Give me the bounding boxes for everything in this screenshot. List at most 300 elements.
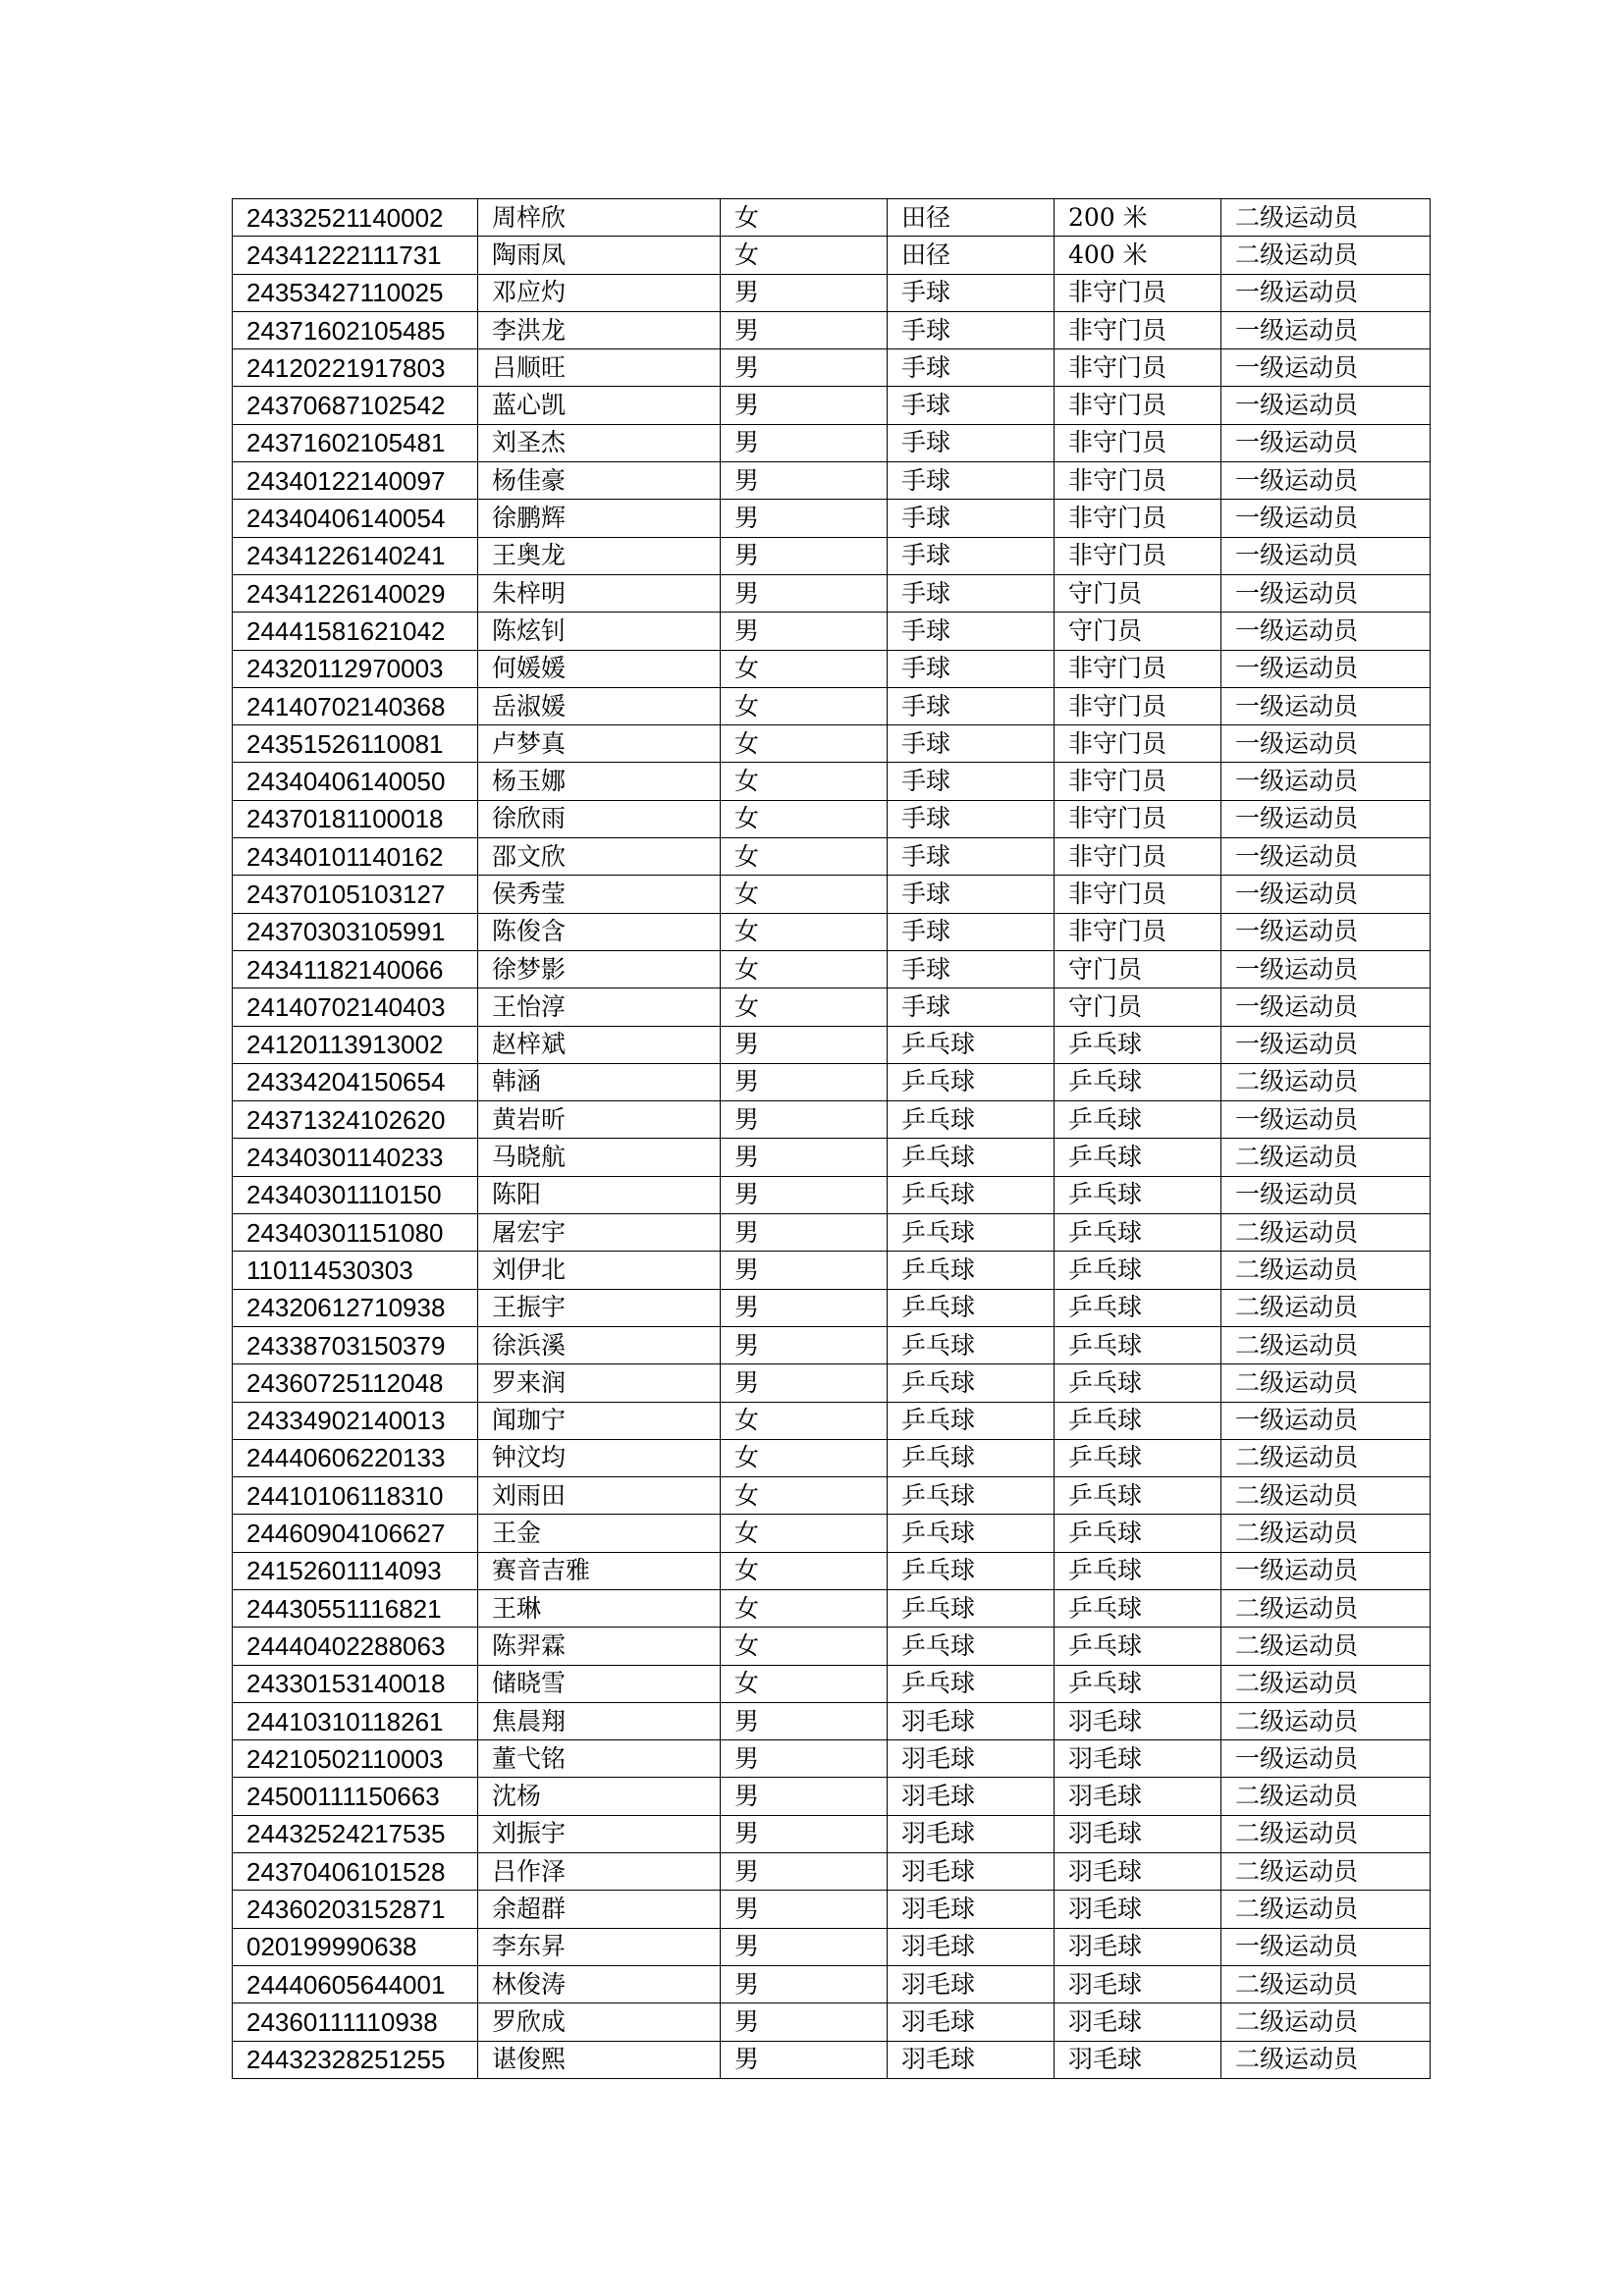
event-cell: 非守门员 bbox=[1055, 800, 1221, 837]
table-row bbox=[233, 1665, 1431, 1702]
id-cell: 24440606220133 bbox=[233, 1439, 478, 1476]
gender-cell: 女 bbox=[721, 800, 888, 837]
gender-cell: 女 bbox=[721, 1589, 888, 1627]
event-cell: 乒乓球 bbox=[1055, 1063, 1221, 1100]
sport-cell: 乒乓球 bbox=[888, 1101, 1055, 1139]
name-cell: 侯秀莹 bbox=[478, 876, 721, 913]
level-cell: 一级运动员 bbox=[1221, 1101, 1431, 1139]
table-row bbox=[233, 1778, 1431, 1815]
sport-cell: 乒乓球 bbox=[888, 1176, 1055, 1213]
name-cell: 王怡淳 bbox=[478, 988, 721, 1026]
event-cell: 乒乓球 bbox=[1055, 1026, 1221, 1063]
event-cell: 非守门员 bbox=[1055, 424, 1221, 461]
level-cell: 一级运动员 bbox=[1221, 838, 1431, 876]
level-cell: 二级运动员 bbox=[1221, 1665, 1431, 1702]
level-cell: 二级运动员 bbox=[1221, 1815, 1431, 1852]
level-cell: 一级运动员 bbox=[1221, 387, 1431, 424]
event-cell: 守门员 bbox=[1055, 988, 1221, 1026]
name-cell: 陈阳 bbox=[478, 1176, 721, 1213]
level-cell: 一级运动员 bbox=[1221, 1176, 1431, 1213]
id-cell: 24410106118310 bbox=[233, 1477, 478, 1515]
id-cell: 110114530303 bbox=[233, 1252, 478, 1289]
table-row bbox=[233, 1552, 1431, 1589]
sport-cell: 乒乓球 bbox=[888, 1139, 1055, 1176]
event-cell: 羽毛球 bbox=[1055, 1853, 1221, 1891]
table-row bbox=[233, 274, 1431, 311]
table-row bbox=[233, 1891, 1431, 1928]
name-cell: 邓应灼 bbox=[478, 274, 721, 311]
table-row bbox=[233, 2003, 1431, 2041]
id-cell: 24340122140097 bbox=[233, 462, 478, 500]
name-cell: 徐浜溪 bbox=[478, 1326, 721, 1363]
name-cell: 刘圣杰 bbox=[478, 424, 721, 461]
event-cell: 羽毛球 bbox=[1055, 1702, 1221, 1739]
table-row bbox=[233, 537, 1431, 574]
level-cell: 一级运动员 bbox=[1221, 613, 1431, 650]
sport-cell: 乒乓球 bbox=[888, 1214, 1055, 1252]
name-cell: 李东昇 bbox=[478, 1928, 721, 1965]
level-cell: 一级运动员 bbox=[1221, 274, 1431, 311]
table-row bbox=[233, 988, 1431, 1026]
event-cell: 非守门员 bbox=[1055, 650, 1221, 687]
id-cell: 24370181100018 bbox=[233, 800, 478, 837]
table-row bbox=[233, 1740, 1431, 1778]
event-cell: 乒乓球 bbox=[1055, 1589, 1221, 1627]
sport-cell: 乒乓球 bbox=[888, 1063, 1055, 1100]
level-cell: 一级运动员 bbox=[1221, 725, 1431, 763]
name-cell: 陈羿霖 bbox=[478, 1628, 721, 1665]
sport-cell: 手球 bbox=[888, 763, 1055, 800]
id-cell: 24330153140018 bbox=[233, 1665, 478, 1702]
table-row bbox=[233, 1589, 1431, 1627]
id-cell: 24410310118261 bbox=[233, 1702, 478, 1739]
table-row bbox=[233, 387, 1431, 424]
table-row bbox=[233, 1702, 1431, 1739]
gender-cell: 女 bbox=[721, 650, 888, 687]
table-row bbox=[233, 838, 1431, 876]
sport-cell: 乒乓球 bbox=[888, 1402, 1055, 1439]
gender-cell: 男 bbox=[721, 424, 888, 461]
event-cell: 乒乓球 bbox=[1055, 1214, 1221, 1252]
name-cell: 邵文欣 bbox=[478, 838, 721, 876]
athlete-table-body bbox=[233, 199, 1431, 2079]
id-cell: 24371602105485 bbox=[233, 311, 478, 348]
event-cell: 非守门员 bbox=[1055, 725, 1221, 763]
sport-cell: 手球 bbox=[888, 462, 1055, 500]
sport-cell: 田径 bbox=[888, 237, 1055, 274]
event-cell: 守门员 bbox=[1055, 574, 1221, 612]
sport-cell: 羽毛球 bbox=[888, 1853, 1055, 1891]
sport-cell: 手球 bbox=[888, 687, 1055, 724]
level-cell: 一级运动员 bbox=[1221, 311, 1431, 348]
id-cell: 020199990638 bbox=[233, 1928, 478, 1965]
name-cell: 谌俊熙 bbox=[478, 2041, 721, 2078]
table-row bbox=[233, 687, 1431, 724]
gender-cell: 女 bbox=[721, 838, 888, 876]
table-row bbox=[233, 2041, 1431, 2078]
sport-cell: 乒乓球 bbox=[888, 1515, 1055, 1552]
gender-cell: 女 bbox=[721, 763, 888, 800]
name-cell: 何媛媛 bbox=[478, 650, 721, 687]
event-cell: 乒乓球 bbox=[1055, 1439, 1221, 1476]
gender-cell: 男 bbox=[721, 462, 888, 500]
id-cell: 24440605644001 bbox=[233, 1965, 478, 2002]
table-row bbox=[233, 1214, 1431, 1252]
event-cell: 乒乓球 bbox=[1055, 1139, 1221, 1176]
name-cell: 罗来润 bbox=[478, 1364, 721, 1402]
table-row bbox=[233, 1289, 1431, 1326]
sport-cell: 手球 bbox=[888, 725, 1055, 763]
table-row bbox=[233, 1101, 1431, 1139]
name-cell: 陈俊含 bbox=[478, 913, 721, 950]
sport-cell: 田径 bbox=[888, 199, 1055, 237]
name-cell: 李洪龙 bbox=[478, 311, 721, 348]
gender-cell: 男 bbox=[721, 311, 888, 348]
gender-cell: 男 bbox=[721, 1139, 888, 1176]
table-row bbox=[233, 650, 1431, 687]
table-row bbox=[233, 800, 1431, 837]
level-cell: 二级运动员 bbox=[1221, 1515, 1431, 1552]
gender-cell: 男 bbox=[721, 2003, 888, 2041]
name-cell: 沈杨 bbox=[478, 1778, 721, 1815]
table-row bbox=[233, 462, 1431, 500]
sport-cell: 手球 bbox=[888, 988, 1055, 1026]
gender-cell: 男 bbox=[721, 1740, 888, 1778]
table-row bbox=[233, 311, 1431, 348]
level-cell: 二级运动员 bbox=[1221, 1853, 1431, 1891]
gender-cell: 女 bbox=[721, 913, 888, 950]
name-cell: 赵梓斌 bbox=[478, 1026, 721, 1063]
id-cell: 24334204150654 bbox=[233, 1063, 478, 1100]
sport-cell: 羽毛球 bbox=[888, 1740, 1055, 1778]
id-cell: 24340301110150 bbox=[233, 1176, 478, 1213]
gender-cell: 男 bbox=[721, 574, 888, 612]
level-cell: 一级运动员 bbox=[1221, 1740, 1431, 1778]
gender-cell: 男 bbox=[721, 1891, 888, 1928]
event-cell: 非守门员 bbox=[1055, 462, 1221, 500]
name-cell: 杨玉娜 bbox=[478, 763, 721, 800]
event-cell: 非守门员 bbox=[1055, 913, 1221, 950]
id-cell: 24341222111731 bbox=[233, 237, 478, 274]
id-cell: 24440402288063 bbox=[233, 1628, 478, 1665]
table-row bbox=[233, 913, 1431, 950]
table-row bbox=[233, 1326, 1431, 1363]
table-row bbox=[233, 237, 1431, 274]
sport-cell: 羽毛球 bbox=[888, 2003, 1055, 2041]
table-row bbox=[233, 1965, 1431, 2002]
id-cell: 24338703150379 bbox=[233, 1326, 478, 1363]
name-cell: 储晓雪 bbox=[478, 1665, 721, 1702]
id-cell: 24371602105481 bbox=[233, 424, 478, 461]
event-cell: 羽毛球 bbox=[1055, 1815, 1221, 1852]
id-cell: 24340301151080 bbox=[233, 1214, 478, 1252]
name-cell: 吕顺旺 bbox=[478, 349, 721, 387]
sport-cell: 手球 bbox=[888, 838, 1055, 876]
id-cell: 24340406140054 bbox=[233, 500, 478, 537]
gender-cell: 男 bbox=[721, 349, 888, 387]
gender-cell: 男 bbox=[721, 1101, 888, 1139]
level-cell: 一级运动员 bbox=[1221, 1402, 1431, 1439]
event-cell: 乒乓球 bbox=[1055, 1176, 1221, 1213]
name-cell: 焦晨翔 bbox=[478, 1702, 721, 1739]
sport-cell: 手球 bbox=[888, 424, 1055, 461]
event-cell: 乒乓球 bbox=[1055, 1665, 1221, 1702]
gender-cell: 男 bbox=[721, 1702, 888, 1739]
event-cell: 羽毛球 bbox=[1055, 2003, 1221, 2041]
sport-cell: 乒乓球 bbox=[888, 1364, 1055, 1402]
id-cell: 24332521140002 bbox=[233, 199, 478, 237]
id-cell: 24341226140029 bbox=[233, 574, 478, 612]
id-cell: 24460904106627 bbox=[233, 1515, 478, 1552]
name-cell: 徐鹏辉 bbox=[478, 500, 721, 537]
gender-cell: 女 bbox=[721, 950, 888, 988]
gender-cell: 男 bbox=[721, 1778, 888, 1815]
table-row bbox=[233, 1364, 1431, 1402]
table-row bbox=[233, 725, 1431, 763]
name-cell: 蓝心凯 bbox=[478, 387, 721, 424]
gender-cell: 男 bbox=[721, 1928, 888, 1965]
id-cell: 24120221917803 bbox=[233, 349, 478, 387]
name-cell: 吕作泽 bbox=[478, 1853, 721, 1891]
level-cell: 二级运动员 bbox=[1221, 237, 1431, 274]
sport-cell: 手球 bbox=[888, 613, 1055, 650]
sport-cell: 羽毛球 bbox=[888, 1702, 1055, 1739]
sport-cell: 羽毛球 bbox=[888, 1891, 1055, 1928]
id-cell: 24360725112048 bbox=[233, 1364, 478, 1402]
sport-cell: 乒乓球 bbox=[888, 1477, 1055, 1515]
event-cell: 守门员 bbox=[1055, 950, 1221, 988]
event-cell: 乒乓球 bbox=[1055, 1402, 1221, 1439]
sport-cell: 手球 bbox=[888, 537, 1055, 574]
name-cell: 刘振宇 bbox=[478, 1815, 721, 1852]
gender-cell: 男 bbox=[721, 1815, 888, 1852]
gender-cell: 男 bbox=[721, 537, 888, 574]
id-cell: 24500111150663 bbox=[233, 1778, 478, 1815]
event-cell: 非守门员 bbox=[1055, 311, 1221, 348]
id-cell: 24210502110003 bbox=[233, 1740, 478, 1778]
gender-cell: 女 bbox=[721, 725, 888, 763]
id-cell: 24140702140403 bbox=[233, 988, 478, 1026]
name-cell: 韩涵 bbox=[478, 1063, 721, 1100]
table-row bbox=[233, 950, 1431, 988]
name-cell: 王奥龙 bbox=[478, 537, 721, 574]
name-cell: 王振宇 bbox=[478, 1289, 721, 1326]
id-cell: 24370303105991 bbox=[233, 913, 478, 950]
gender-cell: 女 bbox=[721, 1665, 888, 1702]
table-row bbox=[233, 1515, 1431, 1552]
table-row bbox=[233, 349, 1431, 387]
name-cell: 朱梓明 bbox=[478, 574, 721, 612]
level-cell: 一级运动员 bbox=[1221, 988, 1431, 1026]
gender-cell: 男 bbox=[721, 2041, 888, 2078]
event-cell: 非守门员 bbox=[1055, 537, 1221, 574]
level-cell: 一级运动员 bbox=[1221, 1552, 1431, 1589]
event-cell: 乒乓球 bbox=[1055, 1289, 1221, 1326]
gender-cell: 女 bbox=[721, 1402, 888, 1439]
level-cell: 二级运动员 bbox=[1221, 1628, 1431, 1665]
sport-cell: 羽毛球 bbox=[888, 1928, 1055, 1965]
sport-cell: 手球 bbox=[888, 574, 1055, 612]
id-cell: 24341182140066 bbox=[233, 950, 478, 988]
name-cell: 罗欣成 bbox=[478, 2003, 721, 2041]
level-cell: 一级运动员 bbox=[1221, 537, 1431, 574]
id-cell: 24340301140233 bbox=[233, 1139, 478, 1176]
event-cell: 非守门员 bbox=[1055, 763, 1221, 800]
name-cell: 王金 bbox=[478, 1515, 721, 1552]
level-cell: 二级运动员 bbox=[1221, 2003, 1431, 2041]
level-cell: 二级运动员 bbox=[1221, 1778, 1431, 1815]
level-cell: 一级运动员 bbox=[1221, 876, 1431, 913]
id-cell: 24320612710938 bbox=[233, 1289, 478, 1326]
event-cell: 非守门员 bbox=[1055, 687, 1221, 724]
level-cell: 二级运动员 bbox=[1221, 1364, 1431, 1402]
level-cell: 一级运动员 bbox=[1221, 424, 1431, 461]
gender-cell: 男 bbox=[721, 1289, 888, 1326]
event-cell: 乒乓球 bbox=[1055, 1515, 1221, 1552]
sport-cell: 手球 bbox=[888, 274, 1055, 311]
table-row bbox=[233, 199, 1431, 237]
id-cell: 24340406140050 bbox=[233, 763, 478, 800]
event-cell: 400 米 bbox=[1055, 237, 1221, 274]
gender-cell: 女 bbox=[721, 1515, 888, 1552]
id-cell: 24334902140013 bbox=[233, 1402, 478, 1439]
sport-cell: 手球 bbox=[888, 950, 1055, 988]
level-cell: 二级运动员 bbox=[1221, 199, 1431, 237]
name-cell: 钟汶均 bbox=[478, 1439, 721, 1476]
id-cell: 24371324102620 bbox=[233, 1101, 478, 1139]
id-cell: 24140702140368 bbox=[233, 687, 478, 724]
sport-cell: 手球 bbox=[888, 500, 1055, 537]
name-cell: 屠宏宇 bbox=[478, 1214, 721, 1252]
id-cell: 24340101140162 bbox=[233, 838, 478, 876]
gender-cell: 男 bbox=[721, 387, 888, 424]
sport-cell: 羽毛球 bbox=[888, 1815, 1055, 1852]
gender-cell: 男 bbox=[721, 1176, 888, 1213]
sport-cell: 乒乓球 bbox=[888, 1439, 1055, 1476]
id-cell: 24441581621042 bbox=[233, 613, 478, 650]
level-cell: 二级运动员 bbox=[1221, 1477, 1431, 1515]
level-cell: 二级运动员 bbox=[1221, 1214, 1431, 1252]
gender-cell: 男 bbox=[721, 500, 888, 537]
level-cell: 一级运动员 bbox=[1221, 574, 1431, 612]
name-cell: 杨佳豪 bbox=[478, 462, 721, 500]
level-cell: 一级运动员 bbox=[1221, 1928, 1431, 1965]
name-cell: 赛音吉雅 bbox=[478, 1552, 721, 1589]
table-row bbox=[233, 1063, 1431, 1100]
event-cell: 羽毛球 bbox=[1055, 1740, 1221, 1778]
level-cell: 一级运动员 bbox=[1221, 687, 1431, 724]
name-cell: 陈炫钊 bbox=[478, 613, 721, 650]
table-row bbox=[233, 1928, 1431, 1965]
level-cell: 二级运动员 bbox=[1221, 1326, 1431, 1363]
name-cell: 徐欣雨 bbox=[478, 800, 721, 837]
sport-cell: 羽毛球 bbox=[888, 1778, 1055, 1815]
table-row bbox=[233, 1477, 1431, 1515]
sport-cell: 乒乓球 bbox=[888, 1552, 1055, 1589]
event-cell: 羽毛球 bbox=[1055, 1928, 1221, 1965]
id-cell: 24353427110025 bbox=[233, 274, 478, 311]
event-cell: 乒乓球 bbox=[1055, 1101, 1221, 1139]
sport-cell: 乒乓球 bbox=[888, 1589, 1055, 1627]
sport-cell: 乒乓球 bbox=[888, 1326, 1055, 1363]
name-cell: 周梓欣 bbox=[478, 199, 721, 237]
sport-cell: 乒乓球 bbox=[888, 1026, 1055, 1063]
name-cell: 王琳 bbox=[478, 1589, 721, 1627]
name-cell: 卢梦真 bbox=[478, 725, 721, 763]
level-cell: 一级运动员 bbox=[1221, 349, 1431, 387]
event-cell: 乒乓球 bbox=[1055, 1326, 1221, 1363]
sport-cell: 手球 bbox=[888, 650, 1055, 687]
gender-cell: 女 bbox=[721, 199, 888, 237]
table-row bbox=[233, 613, 1431, 650]
level-cell: 一级运动员 bbox=[1221, 913, 1431, 950]
gender-cell: 男 bbox=[721, 1252, 888, 1289]
gender-cell: 男 bbox=[721, 613, 888, 650]
event-cell: 非守门员 bbox=[1055, 349, 1221, 387]
gender-cell: 男 bbox=[721, 1965, 888, 2002]
level-cell: 二级运动员 bbox=[1221, 1063, 1431, 1100]
name-cell: 马晓航 bbox=[478, 1139, 721, 1176]
gender-cell: 男 bbox=[721, 1063, 888, 1100]
gender-cell: 男 bbox=[721, 274, 888, 311]
name-cell: 陶雨凤 bbox=[478, 237, 721, 274]
sport-cell: 羽毛球 bbox=[888, 1965, 1055, 2002]
event-cell: 守门员 bbox=[1055, 613, 1221, 650]
level-cell: 二级运动员 bbox=[1221, 1139, 1431, 1176]
sport-cell: 乒乓球 bbox=[888, 1665, 1055, 1702]
table-row bbox=[233, 1815, 1431, 1852]
name-cell: 徐梦影 bbox=[478, 950, 721, 988]
level-cell: 二级运动员 bbox=[1221, 1439, 1431, 1476]
sport-cell: 乒乓球 bbox=[888, 1628, 1055, 1665]
table-row bbox=[233, 1026, 1431, 1063]
gender-cell: 女 bbox=[721, 1628, 888, 1665]
event-cell: 羽毛球 bbox=[1055, 1965, 1221, 2002]
level-cell: 二级运动员 bbox=[1221, 1702, 1431, 1739]
id-cell: 24320112970003 bbox=[233, 650, 478, 687]
name-cell: 闻珈宁 bbox=[478, 1402, 721, 1439]
level-cell: 一级运动员 bbox=[1221, 763, 1431, 800]
id-cell: 24351526110081 bbox=[233, 725, 478, 763]
sport-cell: 手球 bbox=[888, 913, 1055, 950]
table-row bbox=[233, 1628, 1431, 1665]
level-cell: 二级运动员 bbox=[1221, 1965, 1431, 2002]
event-cell: 非守门员 bbox=[1055, 387, 1221, 424]
event-cell: 羽毛球 bbox=[1055, 2041, 1221, 2078]
sport-cell: 手球 bbox=[888, 349, 1055, 387]
event-cell: 乒乓球 bbox=[1055, 1628, 1221, 1665]
id-cell: 24370406101528 bbox=[233, 1853, 478, 1891]
event-cell: 乒乓球 bbox=[1055, 1364, 1221, 1402]
table-row bbox=[233, 1402, 1431, 1439]
table-row bbox=[233, 1439, 1431, 1476]
gender-cell: 女 bbox=[721, 988, 888, 1026]
event-cell: 乒乓球 bbox=[1055, 1252, 1221, 1289]
level-cell: 一级运动员 bbox=[1221, 462, 1431, 500]
id-cell: 24430551116821 bbox=[233, 1589, 478, 1627]
table-row bbox=[233, 1252, 1431, 1289]
id-cell: 24341226140241 bbox=[233, 537, 478, 574]
gender-cell: 男 bbox=[721, 1853, 888, 1891]
event-cell: 非守门员 bbox=[1055, 838, 1221, 876]
name-cell: 董弋铭 bbox=[478, 1740, 721, 1778]
level-cell: 二级运动员 bbox=[1221, 1589, 1431, 1627]
gender-cell: 男 bbox=[721, 1026, 888, 1063]
event-cell: 羽毛球 bbox=[1055, 1778, 1221, 1815]
id-cell: 24152601114093 bbox=[233, 1552, 478, 1589]
level-cell: 一级运动员 bbox=[1221, 1026, 1431, 1063]
event-cell: 非守门员 bbox=[1055, 274, 1221, 311]
